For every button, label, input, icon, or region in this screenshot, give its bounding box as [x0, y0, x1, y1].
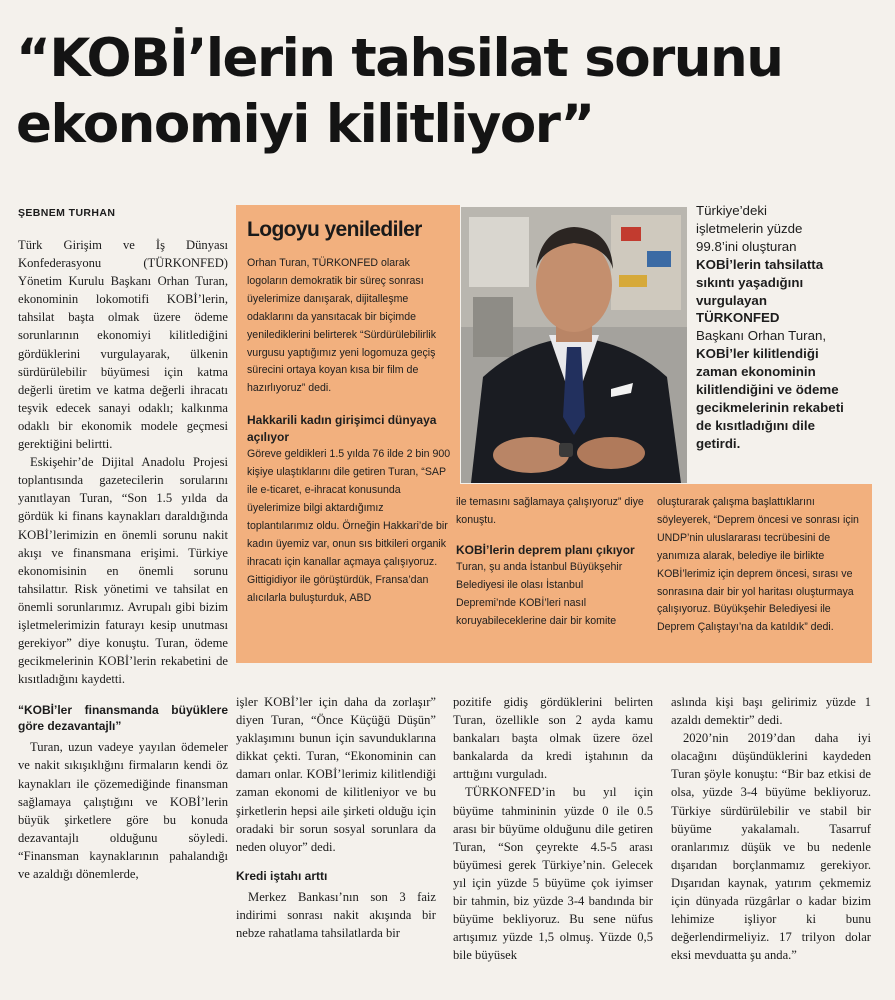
pull-quote-line: TÜRKONFED — [696, 310, 780, 326]
pull-quote-line: KOBİ’ler kilitlendiği — [696, 346, 819, 362]
pull-quote — [696, 202, 886, 453]
paragraph: Türk Girişim ve İş Dünyası Konfederasyonu (TÜRKONFED) Yönetim Kurulu Başkanı Orhan Turan, ekonominin lokomotifi KOBİ’lerin, tahsilat başta olmak üzere ödeme sorunlarının ekonomiyi kilitlediğini gördüklerini vurgulayarak, ülkenin sürdürülebilir büyümesi için katma değerli üretim ve katma değerli ihracatı teşvik edecek sanayi odaklı; kalkınma odaklı bir ekonomik modele geçmesi gerektiğini belirtti. — [18, 238, 228, 452]
article-column-3 — [453, 693, 653, 964]
pull-quote-line: sıkıntı yaşadığını — [696, 274, 804, 290]
pull-quote-line: işletmelerin yüzde — [696, 220, 803, 236]
portrait-photo — [461, 207, 687, 483]
subheading: “KOBİ’ler finansmanda büyüklere göre dezavantajlı” — [18, 703, 228, 734]
pull-quote-line: Türkiye’deki — [696, 203, 767, 218]
sidebar-subheading: KOBİ’lerin deprem planı çıkıyor — [456, 542, 635, 557]
paragraph: işler KOBİ’ler için daha da zorlaşır” diyen Turan, “Önce Küçüğü Düşün” yaklaşımını bunun için savunduklarına dikkat çekti. Turan, “Ekonominin can damarı onlar. KOBİ’lerimiz kilitlendiği zaman ekonomi de kilitleniyor ve bu şirketlerin hepsi aile şirketi olduğu için oradaki bir sorun sosyal sorunlara da neden oluyor” dedi. — [236, 695, 436, 854]
pull-quote-line: vurgulayan — [696, 292, 767, 308]
paragraph: 2020’nin 2019’dan daha iyi olacağını düşündüklerini kaydeden Turan şöyle konuştu: “Bir baz etkisi de olsa, yüzde 3-4 büyüme bekliyoruz. Türkiye sürdürülebilir ve stabil bir büyüme yakalamalı. Tasarruf oranlarımız düşük ve bu nedenle dışarıdan borçlanmamız gerekiyor. Dışarıdan kaynak, yatırım çekmemiz için dünyada rüzgârlar o kadar bizim lehimize işliyor ki bunu değerlendirmeliyiz. 17 trilyon dolar eksi mevduatta şu anda.” — [671, 731, 871, 963]
pull-quote-line: 99.8’ini oluşturan — [696, 238, 797, 254]
pull-quote-line: zaman ekonominin — [696, 364, 816, 380]
paragraph: pozitife gidiş gördüklerini belirten Turan, özellikle son 2 ayda kamu bankaları başta olmak üzere özel bankalarda da kredi iştahının da arttığını vurguladı. — [453, 695, 653, 782]
subheading: Kredi iştahı arttı — [236, 868, 328, 883]
pull-quote-line: gecikmelerinin rekabeti — [696, 399, 844, 415]
sidebar-paragraph: Orhan Turan, TÜRKONFED olarak logoların demokratik bir süreç sonrası üyelerimize danışarak, dijitalleşme odaklarını da yansıtacak bir biçimde yenilediklerini belirterek “Sürdürülebilirlik vurgusu yaptığımız yeni logomuza geçiş sürecini ortaya koyan kısa bir film de hazırlıyoruz” dedi. — [247, 257, 436, 395]
paragraph: Turan, uzun vadeye yayılan ödemeler ve nakit sıkışıklığını firmaların kendi öz kaynakları ile çözemediğinde finansman sağlamaya çalıştığını ve KOBİ’lerin büyük şirketlere göre bu konuda dezavantajlı olduğunu söyledi. “Finansman kaynaklarının pahalandığı ve azaldığı dönemlerde, — [18, 740, 228, 881]
paragraph: Eskişehir’de Dijital Anadolu Projesi toplantısında gazetecilerin sorularını yanıtlayan Turan, “Son 1.5 yılda da gördük ki finans kaynakları daraldığında KOBİ’lerimizin en önemli sorunu nakit akışı ve finansmana erişimi. Türkiye ekonomisinin en önemli sorunu tahsilattır. Risk yönetimi ve tahsilat en önemli sorunlarımız. Avrupalı gibi bizim işletmelerimizin faturayı kesip unutması gerekiyor” diye konuştu. Turan, ödeme gecikmelerinin KOBİ’lerin rekabetini de kısıtladığını kaydetti. — [18, 455, 228, 687]
paragraph: aslında kişi başı gelirimiz yüzde 1 azaldı demektir” dedi. — [671, 695, 871, 728]
sidebar-column-1 — [247, 255, 453, 607]
pull-quote-line: KOBİ’lerin tahsilatta — [696, 256, 824, 272]
headline-line-1: “KOBİ’lerin tahsilat sorunu — [16, 28, 783, 89]
article-column-2 — [236, 693, 436, 942]
byline: ŞEBNEM TURHAN — [18, 207, 116, 219]
sidebar-title: Logoyu yenilediler — [247, 218, 422, 241]
headline — [16, 26, 886, 158]
article-column-1 — [18, 236, 228, 883]
paragraph: Merkez Bankası’nın son 3 faiz indirimi sonrası nakit akışında bir nebze rahatlama tahsilatlarda bir — [236, 889, 436, 941]
article-column-4 — [671, 693, 871, 964]
sidebar-paragraph: Turan, şu anda İstanbul Büyükşehir Belediyesi ile olası İstanbul Depremi’nde KOBİ’leri nasıl koruyabileceklerine dair bir komite — [456, 560, 623, 627]
pull-quote-line: de kısıtladığını dile — [696, 417, 815, 433]
sidebar-column-2 — [456, 494, 646, 630]
sidebar-paragraph: ile temasını sağlamaya çalışıyoruz” diye konuştu. — [456, 496, 644, 526]
sidebar-paragraph: Göreve geldikleri 1.5 yılda 76 ilde 2 bin 900 kişiye ulaştıklarını dile getiren Turan, “SAP ile e-ticaret, e-ihracat konusunda üyelerimize bilgi aktardığımız toplantılarımız oldu. Örneğin Hakkari’de bir kadın üyemiz var, onun sıs bitkileri organik ihracatı için kanallar açmaya çalışıyoruz. Gittigidiyor ile görüştürdük, Fransa’dan alıcılarla buluşturduk, ABD — [247, 448, 451, 604]
headline-line-2: ekonomiyi kilitliyor” — [16, 94, 594, 155]
pull-quote-line: kilitlendiğini ve ödeme — [696, 382, 839, 398]
pull-quote-line: getirdi. — [696, 435, 741, 451]
sidebar-column-3 — [657, 494, 862, 637]
pull-quote-line: Başkanı Orhan Turan, — [696, 328, 827, 344]
sidebar-paragraph: oluşturarak çalışma başlattıklarını söyleyerek, “Deprem öncesi ve sonrası için UNDP’nin uluslararası tecrübesini de yanımıza alarak, belediye ile birlikte KOBİ’lerimiz için deprem öncesi, sırası ve sonrasına dair bir yol haritası oluşturmaya çalışıyoruz. Büyükşehir Belediyesi ile Deprem Çalıştayı’na da katıldık” dedi. — [657, 496, 859, 634]
paragraph: TÜRKONFED’in bu yıl için büyüme tahmininin yüzde 0 ile 0.5 arası bir büyüme olduğunu dile getiren Turan, “Son çeyrekte 4.5-5 arası büyümesi gerek Türkiye’nin. Gelecek yıl için yüzde 5 büyüme çok iyimser bir tahmin, biz yüzde 3-4 bandında bir büyüme bekliyoruz. Bu sene nüfus artışımız yüzde 1,5 olmuş. Yüzde 0,5 bile büyüsek — [453, 785, 653, 963]
sidebar-subheading: Hakkarili kadın girişimci dünyaya açılıyor — [247, 413, 437, 445]
